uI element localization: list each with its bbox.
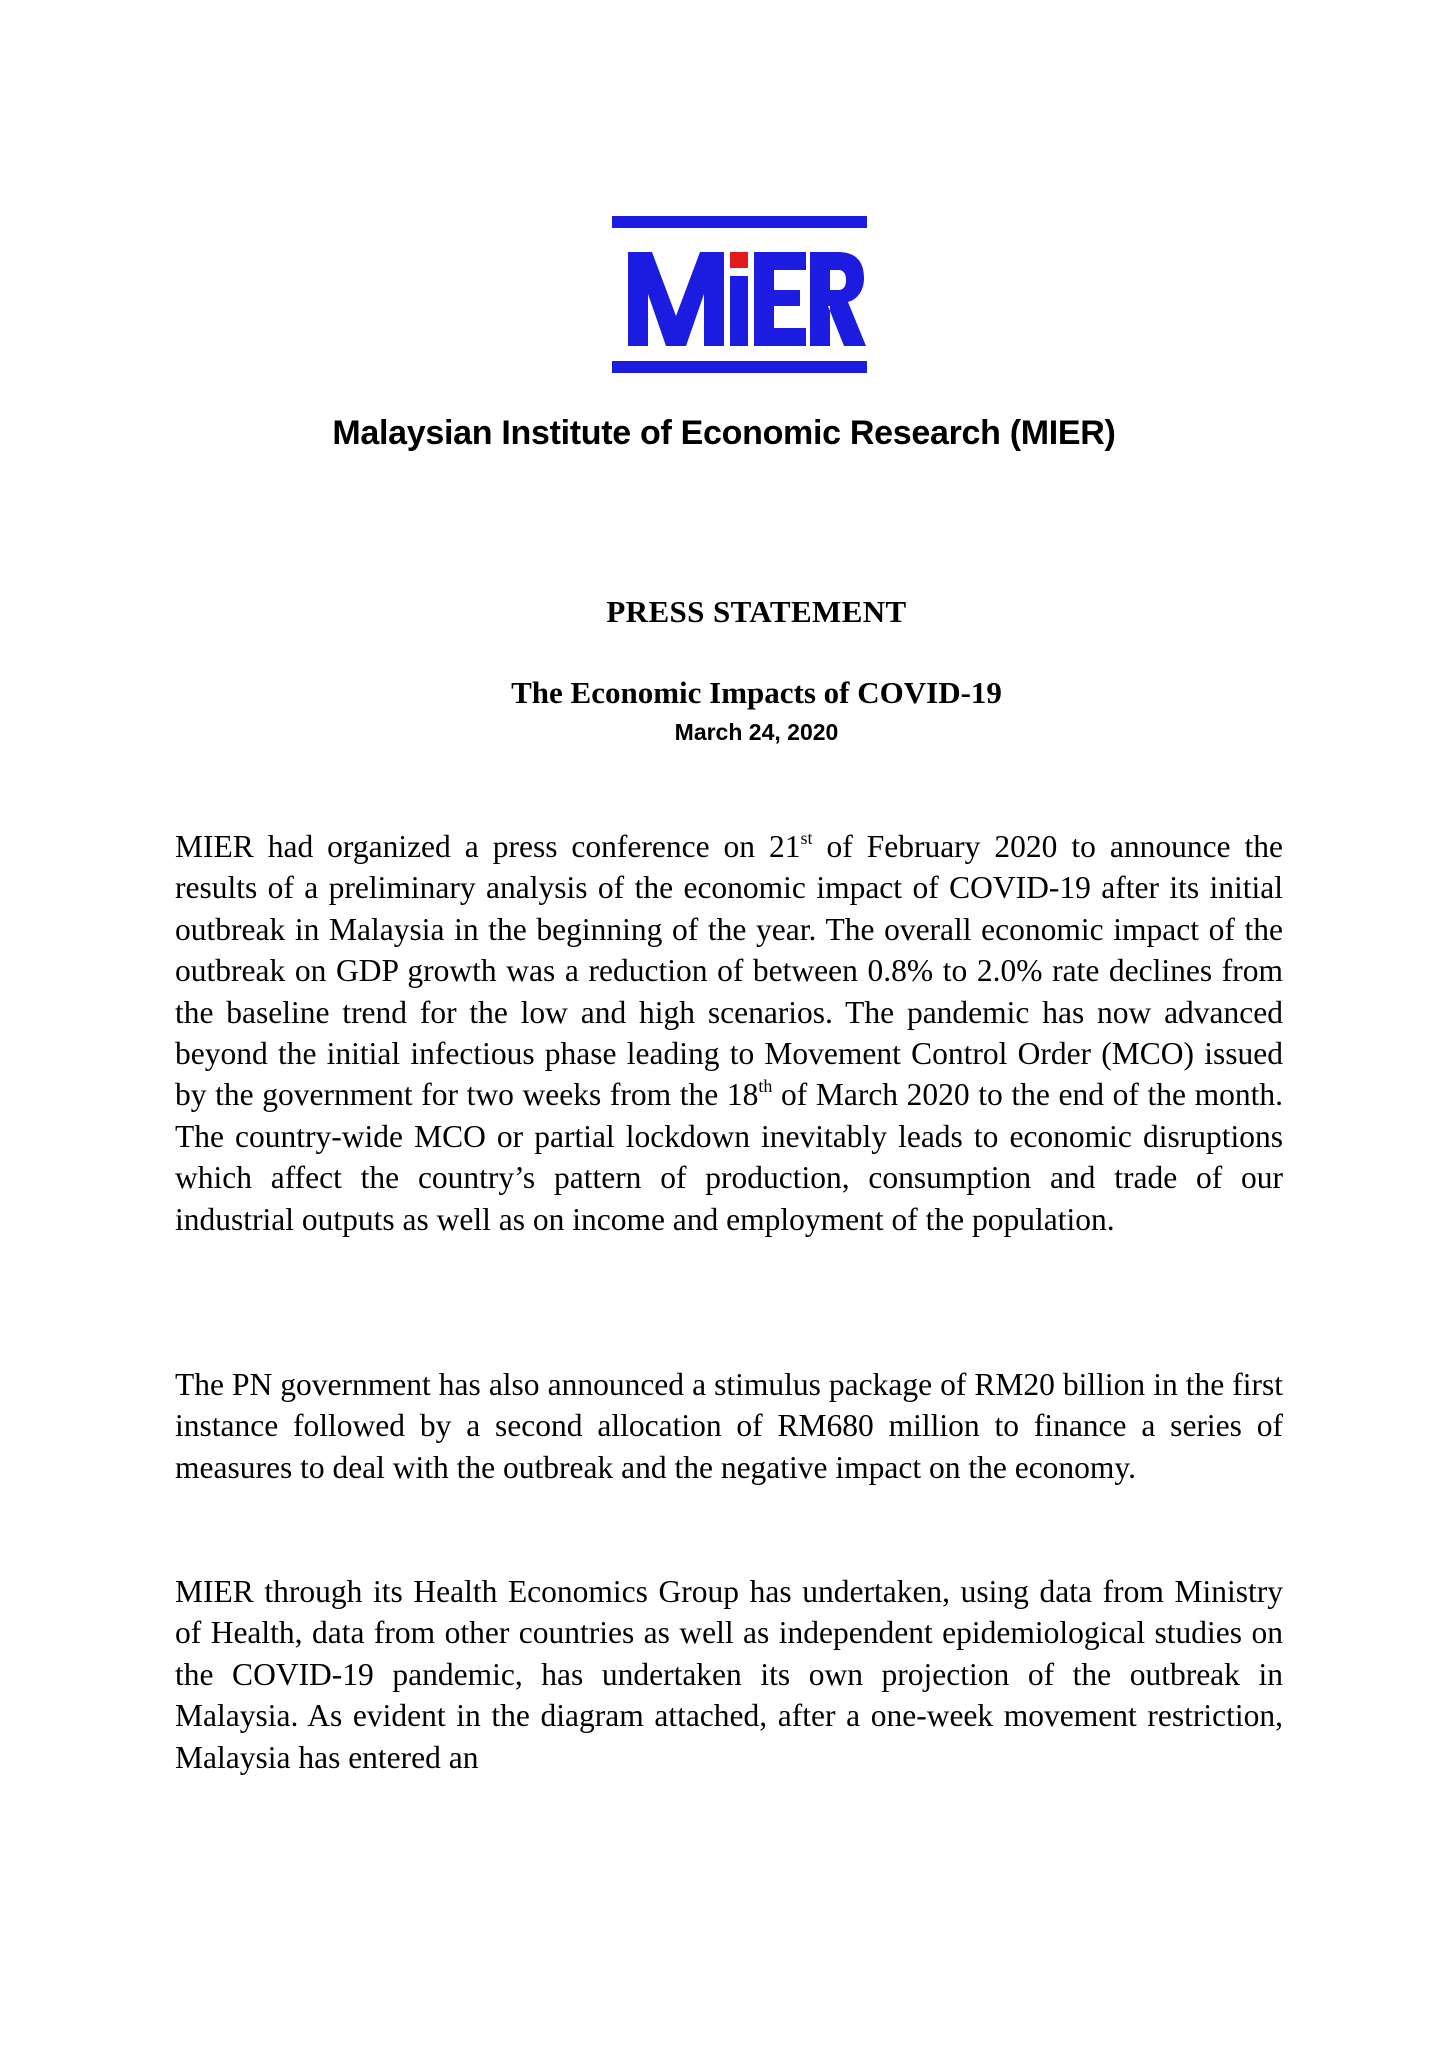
document-subtitle: The Economic Impacts of COVID-19 <box>511 675 1002 710</box>
mier-logo-graphic <box>612 216 867 373</box>
ordinal-suffix-st: st <box>800 827 813 848</box>
paragraph-1-part-b: of February 2020 to announce the results of a preliminary analysis of the economic impact of COVID-19 after its initial outbreak in Malaysia in the beginning of the year. The overall economic impact of the outbreak on GDP growth was a reduction of between 0.8% to 2.0% rate declines from the baseline trend for the low and high scenarios. The pandemic has now advanced beyond the initial infectious phase leading to Movement Control Order (MCO) issued by the government for two weeks from the 18 <box>175 829 1283 1113</box>
paragraph-3: MIER through its Health Economics Group has undertaken, using data from Ministry of Health, data from other countries as well as independent epidemiological studies on the COVID-19 pandemic, has undertaken its own projection of the outbreak in Malaysia. As evident in the diagram attached, after a one-week movement restriction, Malaysia has entered an <box>175 1574 1283 1775</box>
ordinal-suffix-th: th <box>758 1075 773 1096</box>
mier-logo <box>612 216 867 373</box>
press-statement-title: PRESS STATEMENT <box>606 594 907 629</box>
statement-date: March 24, 2020 <box>674 719 839 745</box>
paragraph-1-part-c: of March 2020 to the end of the month. The country-wide MCO or partial lockdown inevitably leads to economic disruptions which affect the country’s pattern of production, consumption and trade of our industrial outputs as well as on income and employment of the population. <box>175 1077 1283 1237</box>
paragraph-1-part-a: MIER had organized a press conference on 21 <box>175 829 801 864</box>
institute-name: Malaysian Institute of Economic Research (MIER) <box>332 414 1116 452</box>
paragraph-2: The PN government has also announced a stimulus package of RM20 billion in the first instance followed by a second allocation of RM680 million to finance a series of measures to deal with the outbreak and the negative impact on the economy. <box>175 1367 1283 1485</box>
paragraph-1 <box>175 826 1283 1240</box>
